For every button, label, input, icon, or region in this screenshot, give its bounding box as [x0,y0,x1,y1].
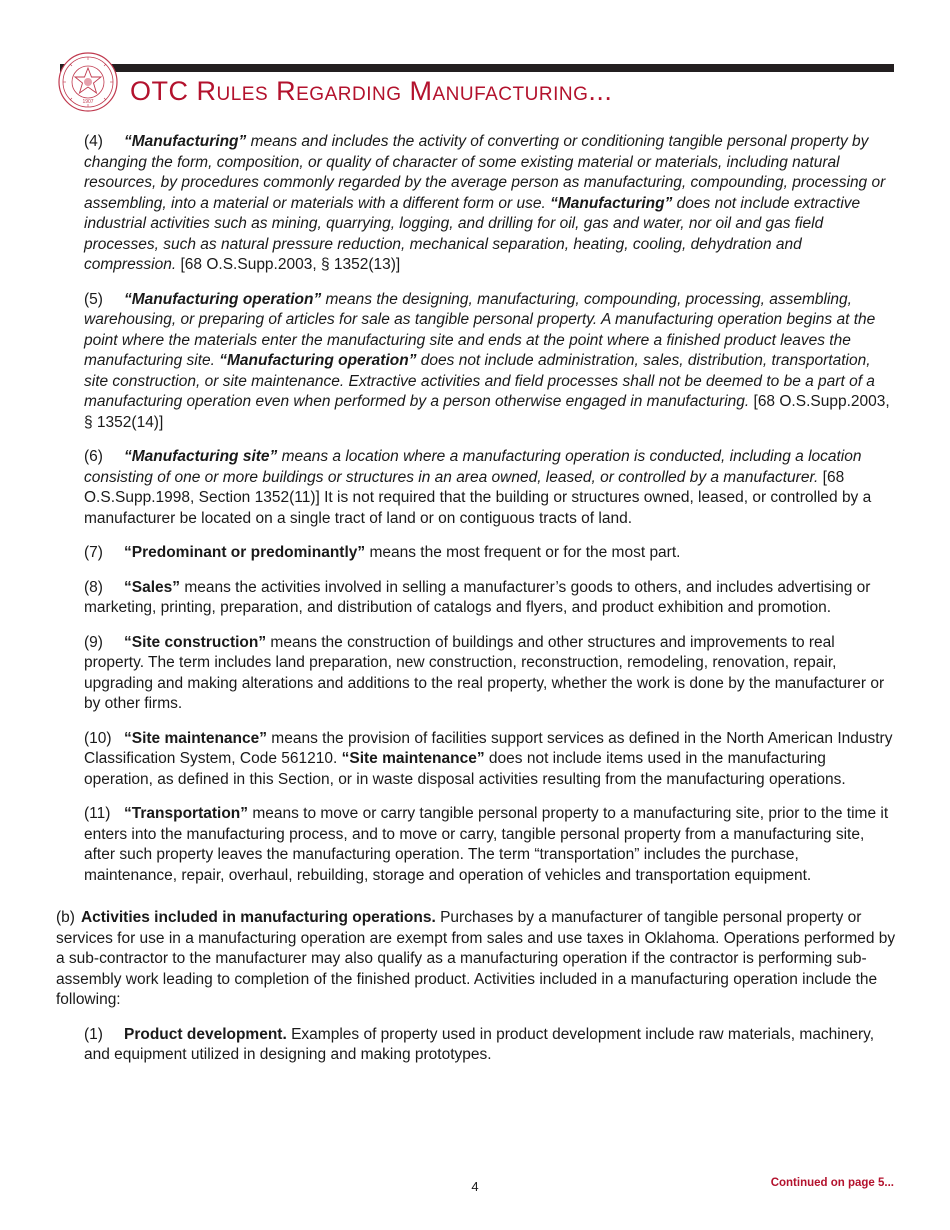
item-number: (7) [84,544,103,561]
definition-9 [84,633,896,715]
defined-term: “Sales” [124,578,181,596]
defined-term: “Transportation” [124,805,249,822]
activity-heading: Product development. [124,1025,287,1043]
activity-text: Examples of property used in product development include raw materials, machinery, and equipment utilized in designing and making prototypes. [84,1025,875,1063]
item-number: (6) [84,448,103,465]
item-number: (8) [84,578,103,596]
defined-term: “Manufacturing” [124,133,247,150]
statute-citation: [68 O.S.Supp.1998, Section 1352(11)] It is not required that the building or structures owned, leased, or controlled by a manufacturer be located on a single tract of land or on contiguous tracts of land. [84,468,872,527]
definition-text: means and includes the activity of converting or conditioning tangible personal property by changing the form, composition, or quality of character of some existing material or materials, including natural resources, by procedures commonly regarded by the average person as manufacturing, compounding, processing or assembling, into a material or materials with a different form or use. [84,133,886,212]
defined-term: “Manufacturing operation” [124,290,322,308]
header-rule [60,64,894,72]
defined-term: “Manufacturing site” [124,448,278,465]
definition-8 [84,578,896,619]
statute-citation: [68 O.S.Supp.2003, § 1352(13)] [176,256,401,273]
definition-4 [84,132,896,276]
definition-text: means the construction of buildings and other structures and improvements to real property. The term includes land preparation, new construction, reconstruction, remodeling, renovation, repair, upgrading and making alterations and additions to the real property, whether the work is done by the manufacturer or by other firms. [84,633,885,712]
definition-text: means the provision of facilities support services as defined in the North American Industry Classification System, Code 561210. [84,729,893,767]
definition-7 [84,543,896,564]
definition-text: means the activities involved in selling a manufacturer’s goods to others, and includes advertising or marketing, printing, preparation, and distribution of catalogs and flyers, and product exhibition and promotion. [84,578,871,616]
defined-term: “Site construction” [124,633,267,651]
definition-text: means to move or carry tangible personal property to a manufacturing site, prior to the time it enters into the manufacturing process, and to move or carry, tangible personal property from a manufacturing site, after such property leaves the manufacturing operation. The term “transportation” includes the purchase, maintenance, repair, overhaul, rebuilding, storage and operation of vehicles and transportation equipment. [84,805,889,884]
section-label: (b) [56,909,75,926]
definition-6 [84,447,896,529]
item-number: (4) [84,133,103,150]
definition-text: does not include administration, sales, distribution, transportation, site construction, or site maintenance. Extractive activities and field processes shall not be deemed to be a part of a manufacturing operation even when performed by a person otherwise engaged in manufacturing. [84,352,875,410]
activity-1 [84,1025,896,1066]
document-body [56,132,896,1080]
defined-term: “Site maintenance” [124,729,267,747]
definition-5 [84,290,896,434]
item-number: (11) [84,805,111,822]
definition-10 [84,729,896,791]
page-title: OTC Rules Regarding Manufacturing... [130,76,613,106]
continued-link[interactable]: Continued on page 5... [770,1177,894,1189]
definition-text: means the most frequent or for the most part. [365,544,681,561]
definition-text: means the designing, manufacturing, compounding, processing, assembling, warehousing, or preparing of articles for sale as tangible personal property. A manufacturing operation begins at the point where the materials enter the manufacturing site and ends at the point where a finished product leaves the manufacturing site. [84,290,876,369]
definition-11 [84,804,896,886]
defined-term: “Manufacturing” [550,194,673,212]
item-number: (5) [84,290,103,308]
section-heading: Activities included in manufacturing operations. [80,909,436,926]
item-number: (1) [84,1025,103,1043]
seal-year: 1907 [82,99,94,105]
definition-text: does not include extractive industrial activities such as mining, quarrying, logging, and drilling for oil, gas and water, nor oil and gas field processes, such as natural pressure reduction, mechanical separation, heating, cooling, dehydration and compression. [84,194,861,273]
defined-term: “Predominant or predominantly” [124,544,366,561]
section-b [56,908,896,1011]
item-number: (9) [84,633,103,651]
defined-term: “Manufacturing operation” [219,352,417,369]
section-text: Purchases by a manufacturer of tangible personal property or services for use in a manufacturing operation are exempt from sales and use taxes in Oklahoma. Operations performed by a sub-contractor to the manufacturer may also qualify as a manufacturing operation if the contractor is performing sub-assembly work leading to completion of the finished product. Activities included in a manufacturing operation include the following: [56,909,896,1008]
statute-citation: [68 O.S.Supp.2003, § 1352(14)] [84,393,890,431]
definition-text: does not include items used in the manufacturing operation, as defined in this Section, or in waste disposal activities resulting from the manufacturing operations. [84,750,846,788]
item-number: (10) [84,729,112,747]
definition-text: means a location where a manufacturing operation is conducted, including a location consisting of one or more buildings or structures in an area owned, leased, or controlled by a manufacturer. [84,448,862,486]
defined-term: “Site maintenance” [341,750,485,767]
state-seal-icon [58,52,118,112]
page-number: 4 [471,1179,479,1194]
